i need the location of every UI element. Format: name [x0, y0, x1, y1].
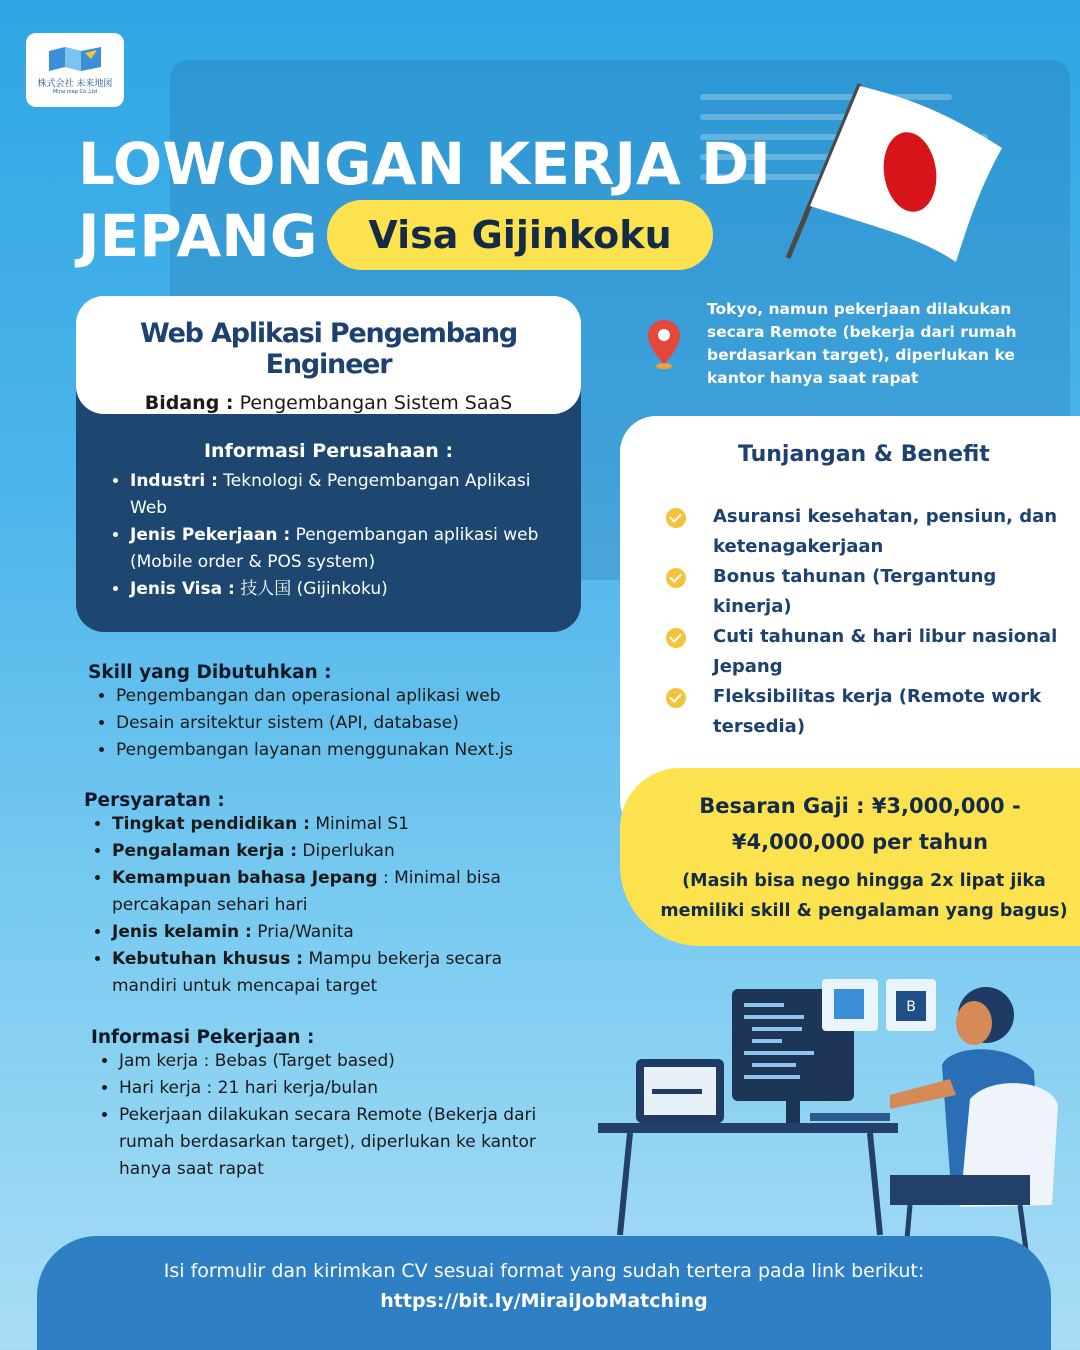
application-link[interactable]: https://bit.ly/MiraiJobMatching	[380, 1290, 708, 1312]
benefit-text: Asuransi kesehatan, pensiun, dan ketenagakerjaan	[713, 506, 1058, 557]
list-item	[112, 811, 524, 838]
benefits-list	[666, 502, 1066, 742]
salary-box	[620, 768, 1080, 946]
list-item: • Desain arsitektur sistem (API, database)	[116, 710, 558, 737]
page-title-line2: JEPANG	[78, 202, 318, 270]
job-info-section	[91, 1027, 561, 1183]
item-label: Jenis Pekerjaan :	[130, 525, 291, 545]
benefit-item	[666, 682, 1066, 742]
list-item	[112, 946, 524, 1000]
item-label: Jenis Visa :	[130, 579, 235, 599]
benefit-text: Fleksibilitas kerja (Remote work tersedia)	[713, 686, 1042, 737]
logo-name: 株式会社 未来地図	[37, 79, 113, 89]
check-circle-icon	[666, 568, 686, 588]
salary-note: (Masih bisa nego hingga 2x lipat jika memiliki skill & pengalaman yang bagus)	[660, 871, 1068, 921]
logo-subtitle: Mirai map Co.,Ltd	[52, 89, 98, 95]
benefit-item	[666, 502, 1066, 562]
item-value: Minimal S1	[309, 814, 409, 834]
list-item	[112, 838, 524, 865]
item-value: Teknologi & Pengembangan Aplikasi Web	[130, 471, 531, 518]
list-item	[130, 522, 545, 576]
skills-list	[116, 683, 558, 764]
check-circle-icon	[666, 628, 686, 648]
salary-amount: Besaran Gaji : ¥3,000,000 - ¥4,000,000 per tahun	[699, 794, 1021, 854]
job-field	[76, 392, 581, 414]
check-circle-icon	[666, 688, 686, 708]
item-label: Jenis kelamin :	[112, 922, 252, 942]
list-item	[130, 576, 545, 603]
job-info-list	[119, 1048, 561, 1183]
job-field-value: Pengembangan Sistem SaaS	[233, 392, 513, 414]
footer-text: Isi formulir dan kirimkan CV sesuai format yang sudah tertera pada link berikut:	[163, 1260, 925, 1282]
item-label: Kemampuan bahasa Jepang	[112, 868, 378, 888]
item-value: 技人国 (Gijinkoku)	[234, 579, 388, 599]
company-logo	[26, 33, 124, 107]
check-circle-icon	[666, 508, 686, 528]
developer-illustration	[590, 975, 1070, 1255]
company-info-card	[76, 380, 581, 632]
company-info-list	[130, 468, 545, 603]
item-value: : Minimal bisa percakapan sehari hari	[112, 868, 501, 915]
item-value: Mampu bekerja secara mandiri untuk mencapai target	[112, 949, 503, 996]
item-label: Tingkat pendidikan :	[112, 814, 310, 834]
page-title-line1: LOWONGAN KERJA DI	[78, 130, 771, 198]
list-item: • Pengembangan layanan menggunakan Next.js	[116, 737, 558, 764]
benefit-item	[666, 562, 1066, 622]
footer-cta	[37, 1236, 1051, 1350]
item-label: Pengalaman kerja :	[112, 841, 298, 861]
benefit-text: Cuti tahunan & hari libur nasional Jepang	[713, 626, 1058, 677]
item-value: Pengembangan aplikasi web (Mobile order & POS system)	[130, 525, 539, 572]
requirements-section	[84, 790, 524, 1000]
location-text: Tokyo, namun pekerjaan dilakukan secara Remote (bekerja dari rumah berdasarkan target), diperlukan ke kantor hanya saat rapat	[707, 300, 1017, 387]
skills-section	[88, 662, 558, 764]
location-pin-icon	[646, 318, 682, 370]
list-item	[112, 865, 524, 919]
japan-flag-icon	[780, 78, 1010, 268]
benefit-text: Bonus tahunan (Tergantung kinerja)	[713, 566, 997, 617]
map-logo-icon	[45, 45, 105, 73]
list-item	[112, 919, 524, 946]
item-label: Industri :	[130, 471, 218, 491]
skills-heading: Skill yang Dibutuhkan :	[88, 662, 332, 683]
job-info-heading: Informasi Pekerjaan :	[91, 1027, 315, 1048]
company-info-heading: Informasi Perusahaan :	[203, 440, 454, 462]
list-item	[130, 468, 545, 522]
item-value: Pria/Wanita	[251, 922, 354, 942]
requirements-list	[112, 811, 524, 1000]
requirements-heading: Persyaratan :	[84, 790, 225, 811]
job-field-label: Bidang :	[144, 392, 234, 414]
visa-badge: Visa Gijinkoku	[327, 200, 713, 270]
job-title: Web Aplikasi Pengembang Engineer	[139, 318, 518, 380]
svg-text:B: B	[906, 999, 916, 1015]
job-title-card	[76, 296, 581, 414]
benefits-heading: Tunjangan & Benefit	[738, 442, 990, 467]
item-label: Kebutuhan khusus :	[112, 949, 304, 969]
item-value: Diperlukan	[297, 841, 395, 861]
list-item: • Jam kerja : Bebas (Target based)	[119, 1048, 561, 1075]
list-item: • Hari kerja : 21 hari kerja/bulan	[119, 1075, 561, 1102]
list-item: • Pekerjaan dilakukan secara Remote (Bekerja dari rumah berdasarkan target), diperlukan ke kantor hanya saat rapat	[119, 1102, 561, 1183]
list-item: • Pengembangan dan operasional aplikasi web	[116, 683, 558, 710]
benefit-item	[666, 622, 1066, 682]
